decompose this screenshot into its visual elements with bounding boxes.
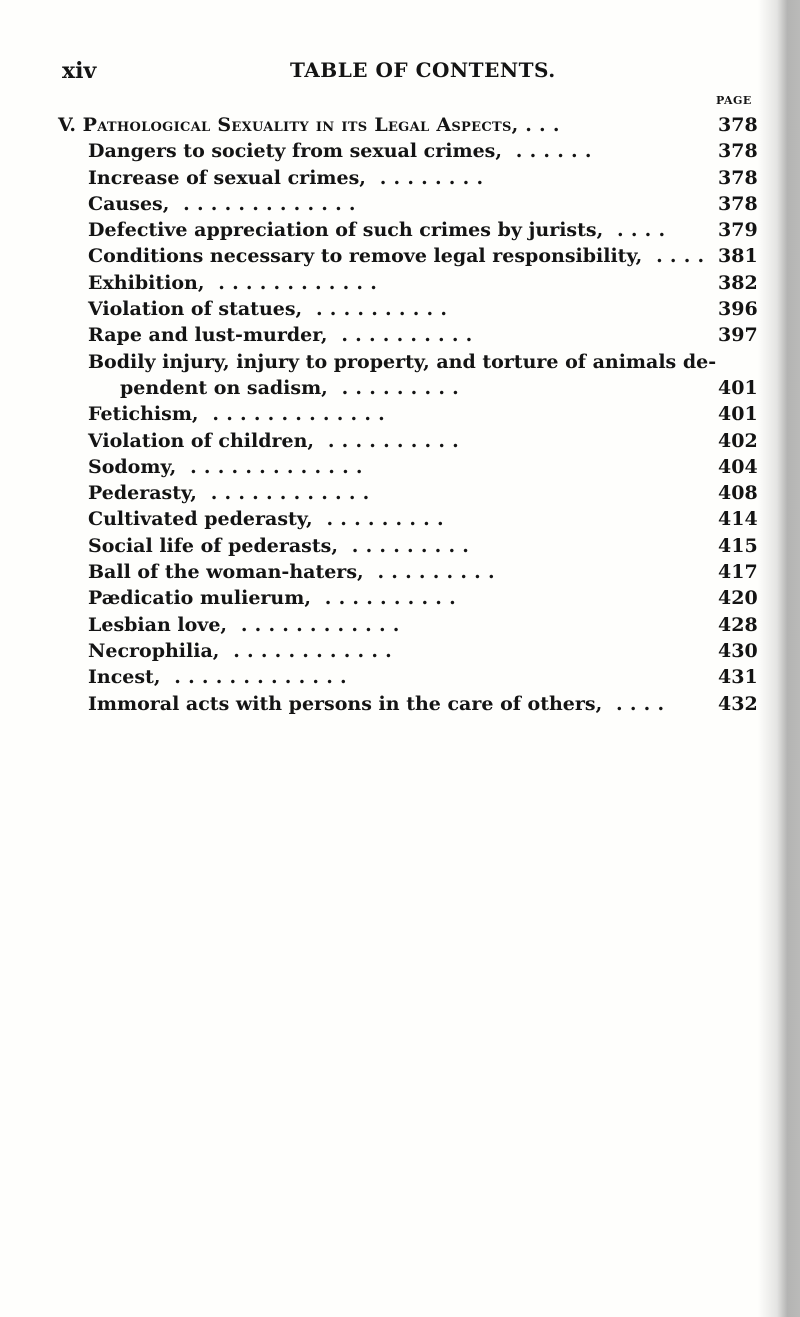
toc-entry bbox=[0, 375, 800, 401]
toc-entry bbox=[0, 349, 800, 375]
dot-leader: .... bbox=[603, 219, 673, 242]
running-title: TABLE OF CONTENTS. bbox=[290, 58, 556, 82]
toc-entry-title: Defective appreciation of such crimes by jurists, bbox=[88, 219, 604, 242]
dot-leader: ...... bbox=[501, 140, 599, 163]
dot-leader: ............ bbox=[204, 271, 385, 294]
toc-entry bbox=[0, 533, 800, 559]
toc-entry-title: Pædicatio mulierum, bbox=[88, 587, 311, 610]
toc-entry-page: 382 bbox=[718, 271, 758, 294]
toc-entry-title: Pederasty, bbox=[88, 482, 197, 505]
dot-leader: .... bbox=[642, 245, 712, 268]
dot-leader: .......... bbox=[327, 324, 480, 347]
toc-entry-title: Immoral acts with persons in the care of others, bbox=[88, 692, 603, 715]
toc-entry bbox=[0, 191, 800, 217]
chapter-label: V. bbox=[58, 114, 77, 136]
toc-entry-title: Causes, bbox=[88, 192, 170, 215]
dot-leader: .......... bbox=[314, 429, 466, 452]
toc-entry bbox=[0, 217, 800, 243]
toc-entry bbox=[0, 401, 800, 427]
toc-entry bbox=[0, 322, 800, 348]
running-header bbox=[62, 58, 742, 88]
toc-entry-page: 379 bbox=[718, 219, 758, 242]
toc-entry-title: Ball of the woman-haters, bbox=[88, 561, 364, 584]
page-number: xiv bbox=[62, 58, 97, 84]
dot-leader: ............ bbox=[227, 613, 407, 636]
toc-entry bbox=[0, 638, 800, 664]
toc-entry-page: 397 bbox=[718, 324, 758, 347]
toc-entry-title: Lesbian love, bbox=[88, 613, 228, 636]
toc-entry-page: 378 bbox=[718, 166, 758, 189]
dot-leader: ............ bbox=[219, 639, 399, 662]
toc-entry bbox=[0, 691, 800, 717]
toc-entry-page: 430 bbox=[718, 639, 758, 662]
dot-leader: ... bbox=[525, 114, 567, 136]
toc-entry bbox=[0, 296, 800, 322]
toc-entry-page: 415 bbox=[718, 534, 758, 557]
dot-leader: ......... bbox=[327, 376, 466, 399]
toc-entry-title: pendent on sadism, bbox=[120, 376, 328, 399]
dot-leader: ............. bbox=[160, 666, 354, 689]
dot-leader: .......... bbox=[310, 587, 463, 610]
chapter-page: 378 bbox=[718, 114, 758, 136]
toc-entry bbox=[0, 559, 800, 585]
toc-entry-page: 414 bbox=[718, 508, 758, 531]
toc-entry-page: 431 bbox=[718, 666, 758, 689]
chapter-row bbox=[0, 112, 800, 138]
toc-entry bbox=[0, 270, 800, 296]
toc-entry-title: Cultivated pederasty, bbox=[88, 508, 313, 531]
dot-leader: ......... bbox=[337, 534, 477, 557]
toc-entry-page: 417 bbox=[718, 561, 758, 584]
toc-entry bbox=[0, 480, 800, 506]
chapter-title: Pathological Sexuality in its Legal Aspects, bbox=[82, 114, 519, 136]
toc-entry-page: 378 bbox=[718, 192, 758, 215]
page-column-label: PAGE bbox=[716, 94, 752, 107]
toc-entry bbox=[0, 428, 800, 454]
toc-entry-title: Dangers to society from sexual crimes, bbox=[88, 140, 502, 163]
toc-entry-title: Sodomy, bbox=[88, 455, 177, 478]
table-of-contents bbox=[0, 112, 800, 717]
dot-leader: ............. bbox=[176, 455, 370, 478]
dot-leader: ............. bbox=[169, 192, 363, 215]
toc-entry-page: 420 bbox=[718, 587, 758, 610]
toc-entry-title: Violation of children, bbox=[88, 429, 315, 452]
toc-entry bbox=[0, 612, 800, 638]
toc-entry-page: 404 bbox=[718, 455, 758, 478]
toc-entry-title: Necrophilia, bbox=[88, 639, 220, 662]
toc-entry bbox=[0, 454, 800, 480]
dot-leader: ............. bbox=[198, 403, 392, 426]
toc-entry-page: 428 bbox=[718, 613, 758, 636]
toc-entry bbox=[0, 165, 800, 191]
toc-entry-title: Increase of sexual crimes, bbox=[88, 166, 366, 189]
dot-leader: ......... bbox=[363, 561, 502, 584]
dot-leader: ......... bbox=[312, 508, 451, 531]
toc-entry-title: Incest, bbox=[88, 666, 161, 689]
toc-entry-title: Social life of pederasts, bbox=[88, 534, 338, 557]
toc-entry-page: 402 bbox=[718, 429, 758, 452]
toc-entry-title: Bodily injury, injury to property, and torture of animals de- bbox=[88, 350, 717, 373]
toc-entry-page: 401 bbox=[718, 376, 758, 399]
toc-entry-title: Exhibition, bbox=[88, 271, 205, 294]
toc-entry-title: Violation of statues, bbox=[88, 298, 303, 321]
dot-leader: ........ bbox=[365, 166, 491, 189]
toc-entry bbox=[0, 138, 800, 164]
toc-entry-page: 378 bbox=[718, 140, 758, 163]
toc-entry-title: Fetichism, bbox=[88, 403, 199, 426]
toc-entry-title: Rape and lust-murder, bbox=[88, 324, 328, 347]
dot-leader: .......... bbox=[302, 298, 455, 321]
toc-entry-page: 381 bbox=[718, 245, 758, 268]
toc-entry bbox=[0, 506, 800, 532]
toc-entry-page: 408 bbox=[718, 482, 758, 505]
toc-entry-title: Conditions necessary to remove legal responsibility, bbox=[88, 245, 643, 268]
toc-entry-page: 401 bbox=[718, 403, 758, 426]
toc-entry-page: 396 bbox=[718, 298, 758, 321]
toc-entry bbox=[0, 664, 800, 690]
dot-leader: .... bbox=[602, 692, 672, 715]
toc-entry-page: 432 bbox=[718, 692, 758, 715]
toc-entry bbox=[0, 585, 800, 611]
dot-leader: ............ bbox=[196, 482, 377, 505]
toc-entry bbox=[0, 243, 800, 269]
